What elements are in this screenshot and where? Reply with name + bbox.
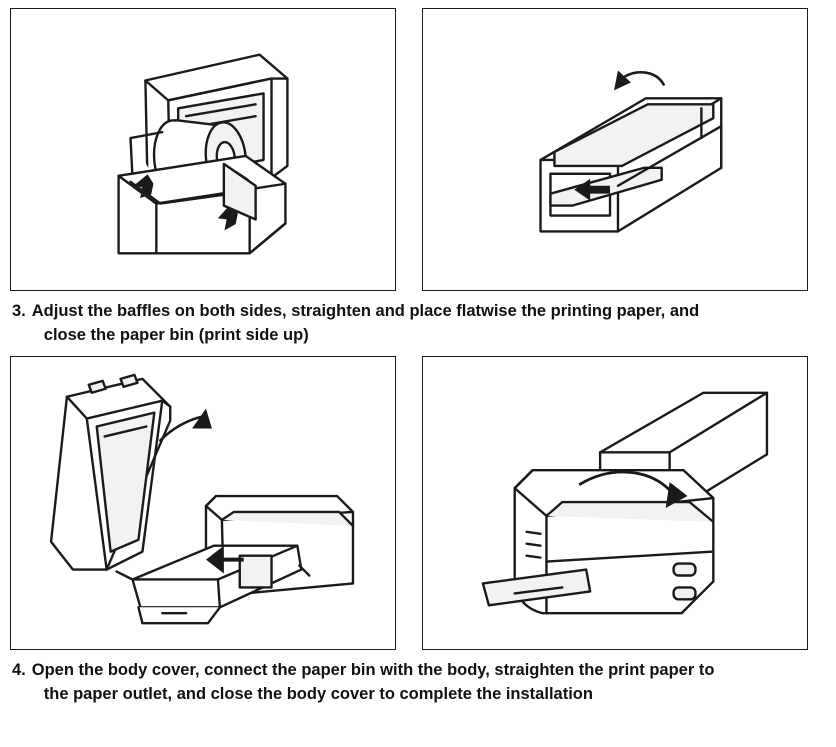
figure-4-left bbox=[10, 356, 396, 650]
step-3-text-line1: Adjust the baffles on both sides, straighten and place flatwise the printing paper, and bbox=[31, 302, 700, 320]
step-4-number: 4. bbox=[12, 660, 26, 679]
step-4-text bbox=[32, 659, 824, 707]
step-3-number: 3. bbox=[12, 302, 26, 320]
step-3-text bbox=[32, 300, 824, 348]
figure-3-left bbox=[10, 8, 396, 291]
step-3-figure-row bbox=[10, 8, 826, 291]
step-4-caption bbox=[10, 650, 826, 715]
step-3-block bbox=[10, 8, 826, 356]
step-4-text-line2: the paper outlet, and close the body cover to complete the installation bbox=[43, 684, 593, 703]
step-3-text-line2: close the paper bin (print side up) bbox=[43, 325, 309, 344]
step-4-figure-row bbox=[10, 356, 826, 650]
figure-4-right bbox=[422, 356, 808, 650]
figure-3-right bbox=[422, 8, 808, 291]
step-4-block bbox=[10, 356, 826, 715]
step-3-caption bbox=[10, 291, 826, 356]
step-4-text-line1: Open the body cover, connect the paper bin with the body, straighten the print paper to bbox=[31, 660, 715, 679]
